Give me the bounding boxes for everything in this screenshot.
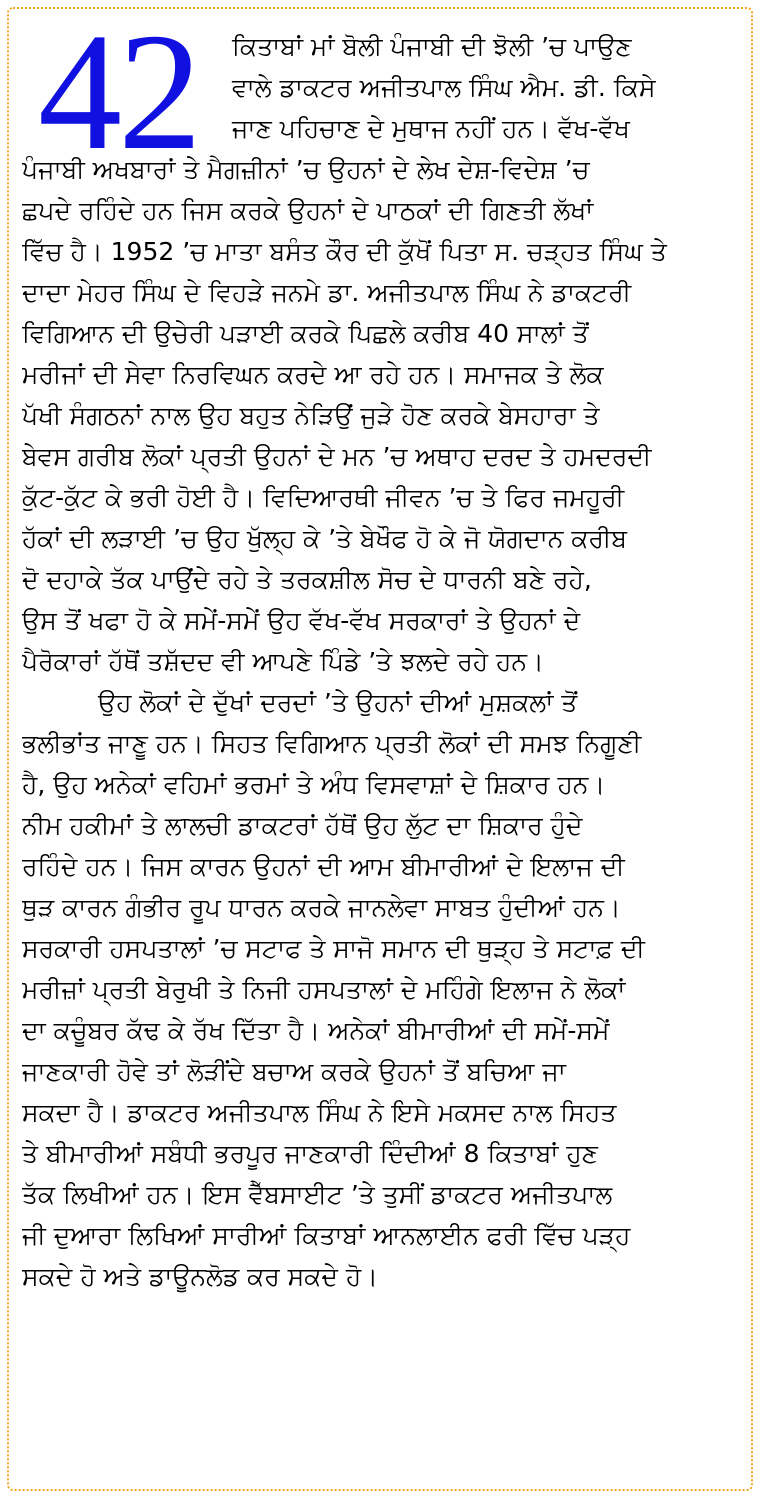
text-line: ਬੇਵਸ ਗਰੀਬ ਲੋਕਾਂ ਪ੍ਰਤੀ ਉਹਨਾਂ ਦੇ ਮਨ ’ਚ ਅਥਾਹ ਦਰਦ ਤੇ ਹਮਦਰਦੀ [22, 442, 652, 471]
text-line: ਤੱਕ ਲਿਖੀਆਂ ਹਨ। ਇਸ ਵੈੱਬਸਾਈਟ ’ਤੇ ਤੁਸੀਂ ਡਾਕਟਰ ਅਜੀਤਪਾਲ [22, 1180, 613, 1209]
text-line: ਰਹਿੰਦੇ ਹਨ। ਜਿਸ ਕਾਰਨ ਉਹਨਾਂ ਦੀ ਆਮ ਬੀਮਾਰੀਆਂ ਦੇ ਇਲਾਜ ਦੀ [22, 852, 625, 881]
text-line: ਮਰੀਜਾਂ ਦੀ ਸੇਵਾ ਨਿਰਵਿਘਨ ਕਰਦੇ ਆ ਰਹੇ ਹਨ। ਸਮਾਜਕ ਤੇ ਲੋਕ [22, 360, 604, 389]
text-line: ਉਹ ਲੋਕਾਂ ਦੇ ਦੁੱਖਾਂ ਦਰਦਾਂ ’ਤੇ ਉਹਨਾਂ ਦੀਆਂ ਮੁਸ਼ਕਲਾਂ ਤੋਂ [98, 688, 578, 717]
text-line: ਜਾਣ ਪਹਿਚਾਣ ਦੇ ਮੁਥਾਜ ਨਹੀਂ ਹਨ। ਵੱਖ-ਵੱਖ [232, 114, 630, 143]
text-line: ਥੁੜ ਕਾਰਨ ਗੰਭੀਰ ਰੂਪ ਧਾਰਨ ਕਰਕੇ ਜਾਨਲੇਵਾ ਸਾਬਤ ਹੁੰਦੀਆਂ ਹਨ। [22, 893, 621, 922]
text-line: ਪੱਖੀ ਸੰਗਠਨਾਂ ਨਾਲ ਉਹ ਬਹੁਤ ਨੇੜਿਉਂ ਜੁੜੇ ਹੋਣ ਕਰਕੇ ਬੇਸਹਾਰਾ ਤੇ [22, 401, 600, 430]
text-line: ਛਪਦੇ ਰਹਿੰਦੇ ਹਨ ਜਿਸ ਕਰਕੇ ਉਹਨਾਂ ਦੇ ਪਾਠਕਾਂ ਦੀ ਗਿਣਤੀ ਲੱਖਾਂ [22, 196, 594, 225]
text-line: ਪੰਜਾਬੀ ਅਖਬਾਰਾਂ ਤੇ ਮੈਗਜ਼ੀਨਾਂ ’ਚ ਉਹਨਾਂ ਦੇ ਲੇਖ ਦੇਸ਼-ਵਿਦੇਸ਼ ’ਚ [22, 155, 590, 184]
text-line: ਵਿਗਿਆਨ ਦੀ ਉਚੇਰੀ ਪੜਾਈ ਕਰਕੇ ਪਿਛਲੇ ਕਰੀਬ 40 ਸਾਲਾਂ ਤੋਂ [22, 319, 589, 348]
text-line: ਸਰਕਾਰੀ ਹਸਪਤਾਲਾਂ ’ਚ ਸਟਾਫ ਤੇ ਸਾਜੋ ਸਮਾਨ ਦੀ ਥੁੜ੍ਹ ਤੇ ਸਟਾਫ਼ ਦੀ [22, 934, 645, 963]
article-body [22, 0, 740, 1297]
text-line: ਮਰੀਜ਼ਾਂ ਪ੍ਰਤੀ ਬੇਰੁਖੀ ਤੇ ਨਿਜੀ ਹਸਪਤਾਲਾਂ ਦੇ ਮਹਿੰਗੇ ਇਲਾਜ ਨੇ ਲੋਕਾਂ [22, 975, 626, 1004]
text-line: ਕੁੱਟ-ਕੁੱਟ ਕੇ ਭਰੀ ਹੋਈ ਹੈ। ਵਿਦਿਆਰਥੀ ਜੀਵਨ ’ਚ ਤੇ ਫਿਰ ਜਮਹੂਰੀ [22, 483, 625, 512]
text-line: ਉਸ ਤੋਂ ਖਫਾ ਹੋ ਕੇ ਸਮੇਂ-ਸਮੇਂ ਉਹ ਵੱਖ-ਵੱਖ ਸਰਕਾਰਾਂ ਤੇ ਉਹਨਾਂ ਦੇ [22, 606, 581, 635]
text-line: ਸਕਦੇ ਹੋ ਅਤੇ ਡਾਊਨਲੋਡ ਕਰ ਸਕਦੇ ਹੋ। [22, 1262, 379, 1291]
text-line: ਨੀਮ ਹਕੀਮਾਂ ਤੇ ਲਾਲਚੀ ਡਾਕਟਰਾਂ ਹੱਥੋਂ ਉਹ ਲੁੱਟ ਦਾ ਸ਼ਿਕਾਰ ਹੁੰਦੇ [22, 811, 583, 840]
text-line: ਜੀ ਦੁਆਰਾ ਲਿਖਿਆਂ ਸਾਰੀਆਂ ਕਿਤਾਬਾਂ ਆਨਲਾਈਨ ਫਰੀ ਵਿੱਚ ਪੜ੍ਹ [22, 1221, 631, 1250]
text-line: ਪੈਰੋਕਾਰਾਂ ਹੱਥੋਂ ਤਸ਼ੱਦਦ ਵੀ ਆਪਣੇ ਪਿੰਡੇ ’ਤੇ ਝਲਦੇ ਰਹੇ ਹਨ। [22, 647, 544, 676]
text-line: ਵਾਲੇ ਡਾਕਟਰ ਅਜੀਤਪਾਲ ਸਿੰਘ ਐਮ. ਡੀ. ਕਿਸੇ [232, 73, 656, 102]
text-line: ਤੇ ਬੀਮਾਰੀਆਂ ਸਬੰਧੀ ਭਰਪੂਰ ਜਾਣਕਾਰੀ ਦਿੰਦੀਆਂ 8 ਕਿਤਾਬਾਂ ਹੁਣ [22, 1139, 598, 1168]
paragraph-2 [22, 682, 740, 1297]
text-line: ਹੈ, ਉਹ ਅਨੇਕਾਂ ਵਹਿਮਾਂ ਭਰਮਾਂ ਤੇ ਅੰਧ ਵਿਸਵਾਸ਼ਾਂ ਦੇ ਸ਼ਿਕਾਰ ਹਨ। [22, 770, 606, 799]
text-line: ਵਿੱਚ ਹੈ। 1952 ’ਚ ਮਾਤਾ ਬਸੰਤ ਕੌਰ ਦੀ ਕੁੱਖੋਂ ਪਿਤਾ ਸ. ਚੜ੍ਹਤ ਸਿੰਘ ਤੇ [22, 237, 667, 266]
text-line: ਦੋ ਦਹਾਕੇ ਤੱਕ ਪਾਉਂਦੇ ਰਹੇ ਤੇ ਤਰਕਸ਼ੀਲ ਸੋਚ ਦੇ ਧਾਰਨੀ ਬਣੇ ਰਹੇ, [22, 565, 592, 594]
text-line: ਕਿਤਾਬਾਂ ਮਾਂ ਬੋਲੀ ਪੰਜਾਬੀ ਦੀ ਝੋਲੀ ’ਚ ਪਾਉਣ [232, 32, 632, 61]
text-line: ਭਲੀਭਾਂਤ ਜਾਣੂ ਹਨ। ਸਿਹਤ ਵਿਗਿਆਨ ਪ੍ਰਤੀ ਲੋਕਾਂ ਦੀ ਸਮਝ ਨਿਗੂਣੀ [22, 729, 642, 758]
text-line: ਦਾ ਕਚੂੰਬਰ ਕੱਢ ਕੇ ਰੱਖ ਦਿੱਤਾ ਹੈ। ਅਨੇਕਾਂ ਬੀਮਾਰੀਆਂ ਦੀ ਸਮੇਂ-ਸਮੇਂ [22, 1016, 610, 1045]
drop-cap-number: 42 [38, 0, 198, 185]
text-line: ਜਾਣਕਾਰੀ ਹੋਵੇ ਤਾਂ ਲੋੜੀਂਦੇ ਬਚਾਅ ਕਰਕੇ ਉਹਨਾਂ ਤੋਂ ਬਚਿਆ ਜਾ [22, 1057, 566, 1086]
text-line: ਦਾਦਾ ਮੇਹਰ ਸਿੰਘ ਦੇ ਵਿਹੜੇ ਜਨਮੇ ਡਾ. ਅਜੀਤਪਾਲ ਸਿੰਘ ਨੇ ਡਾਕਟਰੀ [22, 278, 632, 307]
text-line: ਸਕਦਾ ਹੈ। ਡਾਕਟਰ ਅਜੀਤਪਾਲ ਸਿੰਘ ਨੇ ਇਸੇ ਮਕਸਦ ਨਾਲ ਸਿਹਤ [22, 1098, 617, 1127]
text-line: ਹੱਕਾਂ ਦੀ ਲੜਾਈ ’ਚ ਉਹ ਖੁੱਲ੍ਹ ਕੇ ’ਤੇ ਬੇਖੌਫ ਹੋ ਕੇ ਜੋ ਯੋਗਦਾਨ ਕਰੀਬ [22, 524, 628, 553]
